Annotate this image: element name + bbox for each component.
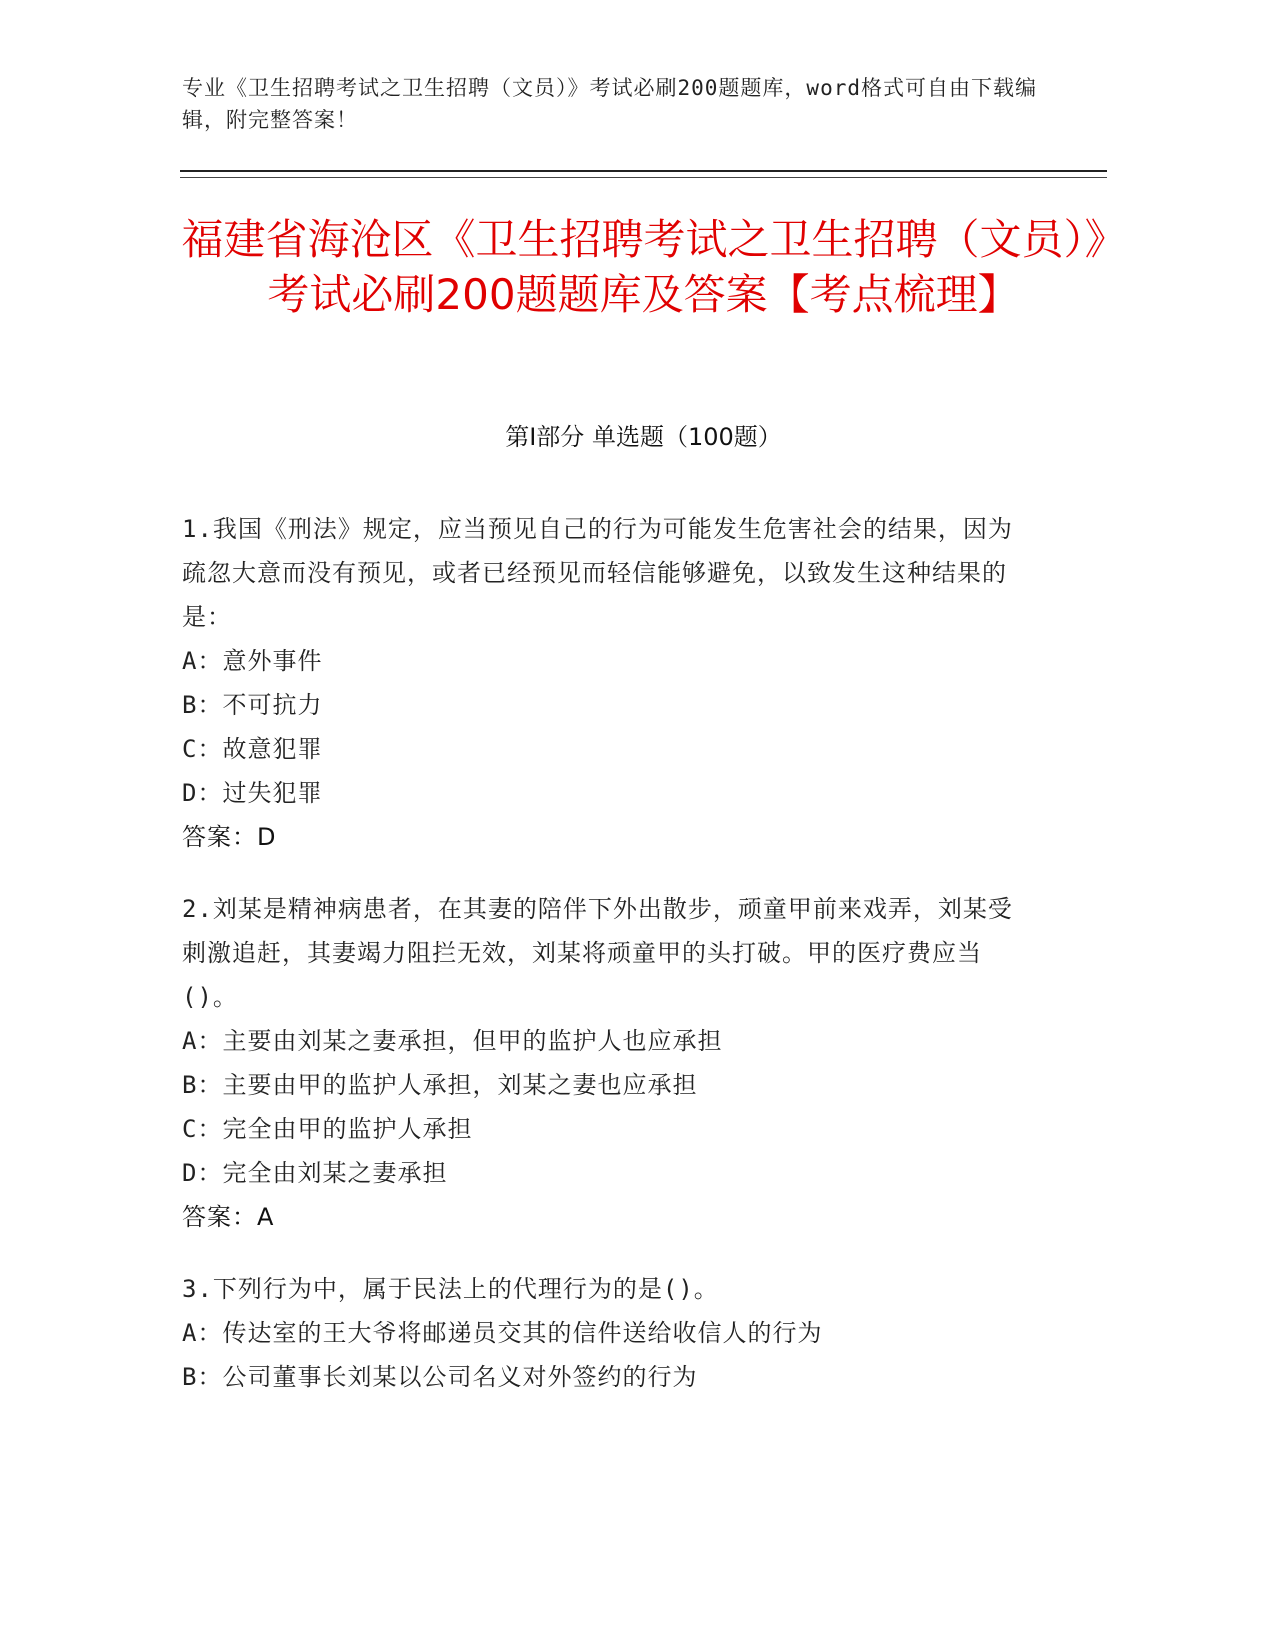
question-answer: 答案：A [182,1203,275,1231]
question-stem: 3.下列行为中，属于民法上的代理行为的是()。 [182,1275,719,1303]
question-option: B：不可抗力 [182,691,323,719]
header-divider-thick [180,170,1107,172]
question-option: A：主要由刘某之妻承担，但甲的监护人也应承担 [182,1027,723,1055]
question-list [182,507,1022,1427]
header-divider-thin [180,177,1107,178]
question-option: D：过失犯罪 [182,779,323,807]
header-note: 专业《卫生招聘考试之卫生招聘（文员）》考试必刷200题题库，word格式可自由下载编辑，附完整答案！ [182,76,1037,132]
question-item [182,1267,1022,1399]
question-option: C：故意犯罪 [182,735,323,763]
question-option: A：意外事件 [182,647,323,675]
question-option: D：完全由刘某之妻承担 [182,1159,448,1187]
question-option: C：完全由甲的监护人承担 [182,1115,473,1143]
question-answer: 答案：D [182,823,277,851]
question-item [182,887,1022,1239]
question-item [182,507,1022,859]
question-option: A：传达室的王大爷将邮递员交其的信件送给收信人的行为 [182,1319,823,1347]
question-option: B：公司董事长刘某以公司名义对外签约的行为 [182,1363,698,1391]
question-stem: 1.我国《刑法》规定，应当预见自己的行为可能发生危害社会的结果，因为疏忽大意而没有预见，或者已经预见而轻信能够避免，以致发生这种结果的是： [182,515,1013,631]
section-title: 第I部分 单选题（100题） [505,423,782,451]
question-option: B：主要由甲的监护人承担，刘某之妻也应承担 [182,1071,698,1099]
question-stem: 2.刘某是精神病患者，在其妻的陪伴下外出散步，顽童甲前来戏弄，刘某受刺激追赶，其妻竭力阻拦无效，刘某将顽童甲的头打破。甲的医疗费应当()。 [182,895,1013,1011]
document-title: 福建省海沧区《卫生招聘考试之卫生招聘（文员）》考试必刷200题题库及答案【考点梳理】 [181,215,1106,319]
